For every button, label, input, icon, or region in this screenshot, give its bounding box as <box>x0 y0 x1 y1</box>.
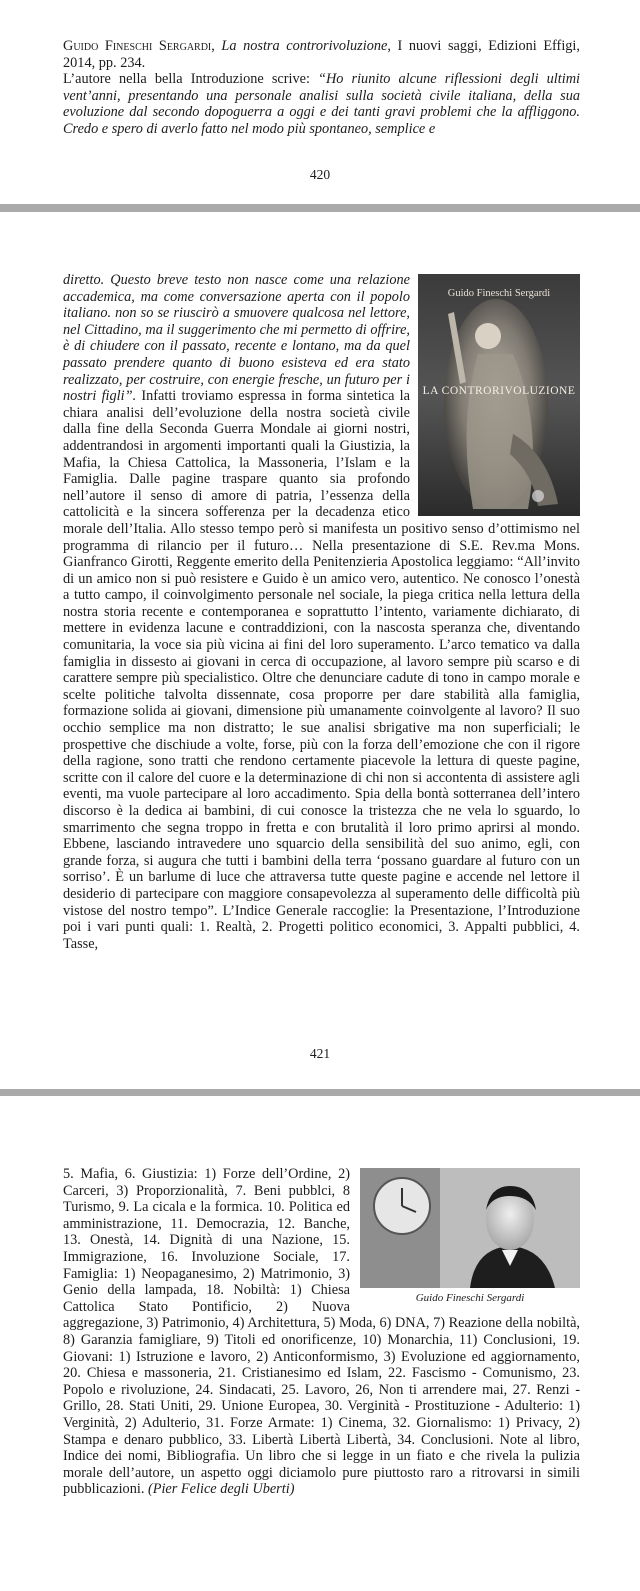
page-divider <box>0 1089 640 1096</box>
page-422 <box>0 1096 640 1591</box>
intro-quote-continued: diretto. Questo breve testo non nasce come una relazione accademica, ma come conversazione aperta con il popolo italiano. non so se riuscirò a smuovere qualcosa nel lettore, nel Cittadino, ma il suggerimento che mi permetto di offrire, è di chiudere con il passato, recente e lontano, ma da quel passato prendere quanto di buono esisteva ed era stato realizzato, per costruire, con energie fresche, un futuro per i nostri figli”. <box>63 272 410 405</box>
index-body <box>63 1166 580 1498</box>
review-header: Guido Fineschi Sergardi, La nostra controrivoluzione, I nuovi saggi, Edizioni Effigi, 2014, pp. 234. L’autore nella bella Introduzione scrive: “Ho riunito alcune riflessioni degli ultimi vent’anni, presentando una personale analisi sulla società civile italiana, della sua evoluzione dal secondo dopoguerra a oggi e dei tanti gravi problemi che la affliggono. Credo e spero di averlo fatto nel modo più spontaneo, semplice e <box>63 38 580 137</box>
page-420 <box>0 0 640 208</box>
intro-quote: “Ho riunito alcune riflessioni degli ultimi vent’anni, presentando una personale analisi sulla società civile italiana, della sua evoluzione dal secondo dopoguerra a oggi e dei tanti gravi problemi che la affliggono. Credo e spero di averlo fatto nel modo più spontaneo, semplice e <box>63 71 580 137</box>
cover-author: Guido Fineschi Sergardi <box>447 288 551 299</box>
review-text: Infatti troviamo espressa in forma sintetica la chiara analisi dell’evoluzione della nostra società civile dalla fine della Seconda Guerra Mondale ai giorni nostri, addentrandosi in argomenti importanti quali la Giustizia, la Mafia, la Chiesa Cattolica, la Massoneria, l’Islam e la Famiglia. Dalle pagine traspare quanto sia profondo nell’autore il senso di amore di patria, l’essenza della cattolicità e la sincera sofferenza per la decadenza etico morale dell’Italia. Allo stesso tempo però si manifesta un positivo senso d’ottimismo nel programma di rilancio per il futuro… Nella presentazione di S.E. Rev.ma Mons. Gianfranco Girotti, Reggente emerito della Penitenzieria Apostolica leggiamo: “All’invito di un amico non si può resistere e Guido è un amico vero, autentico. Ne conosco l’onestà a tutto campo, il coinvolgimento personale nel sociale, la piega critica nella lettura della nostra storia recente e contemporanea e soprattutto l’intento, variamente dichiarato, di mettere in evidenza lacune e contraddizioni, con la nascosta speranza che, diventando comunitaria, la voce sia più vicina ai fini del loro superamento. L’arco tematico va dalla famiglia in dissesto ai giovani in cerca di occupazione, al lavoro sempre più scarso e di carattere sempre più specialistico. Oltre che denunciare cadute di tono in campo morale e scelte politiche talvolta dissennate, cosa proporre per dare stabilità alla famiglia, formazione solida ai giovani, dimensione più umanamente coinvolgente al lavoro? Il suo occhio semplice ma non distratto; le sue analisi sbrigative ma non superficiali; le prospettive che dischiude a volte, forse, più con la forza dell’emozione che con il rigore della ragione, sono tratti che rendono certamente piacevole la lettura di queste pagine, scritte con il calore del cuore e la determinazione di chi non si accontenta di assistere agli eventi, ma vuole partecipare al loro accadimento. Spia della bontà sotterranea dell’intero discorso è la dedica ai bambini, di cui conosce la tristezza che ne vela lo sguardo, lo smarrimento che segna troppo in fretta e con brutalità il loro primo aprirsi al mondo. Ebbene, lasciando intravedere uno squarcio della sensibilità del suo animo, egli, con grande forza, si augura che tutti i bambini della terra ‘possano guardare al futuro con un sorriso’. È un barlume di luce che attraversa tutte queste pagine e accende nel lettore il desiderio di partecipare con maggiore consapevolezza al superamento delle difficoltà più vistose del nostro tempo”. L’Indice Generale raccoglie: la Presentazione, l’Introduzione poi i vari punti quali: 1. Realtà, 2. Progetti politico economici, 3. Appalti pubblici, 4. Tasse, <box>63 388 580 952</box>
photo-caption: Guido Fineschi Sergardi <box>415 1292 525 1304</box>
book-author: Guido Fineschi Sergardi <box>63 38 212 54</box>
page-divider <box>0 204 640 212</box>
author-portrait <box>360 1168 580 1288</box>
page-number: 420 <box>309 167 331 182</box>
intro-lead: L’autore nella bella Introduzione scrive: <box>63 71 319 88</box>
review-signature: (Pier Felice degli Uberti) <box>147 1481 295 1498</box>
publisher-info: , I nuovi saggi, Edizioni Effigi, 2014, pp. 234. <box>63 38 580 71</box>
cover-title: LA CONTRORIVOLUZIONE <box>422 385 576 397</box>
page-421 <box>0 214 640 1087</box>
review-body <box>63 272 580 952</box>
book-title: La nostra controrivoluzione <box>221 38 388 54</box>
author-photo-block <box>360 1168 580 1307</box>
author-photo <box>360 1168 580 1288</box>
book-cover-image <box>418 274 580 516</box>
index-text: 5. Mafia, 6. Giustizia: 1) Forze dell’Ordine, 2) Carceri, 3) Proporzionalità, 7. Beni pubblci, 8 Turismo, 9. La cicala e la formica. 10. Politica ed amministrazione, 11. Democrazia, 12. Banche, 13. Onestà, 14. Dignità di una Nazione, 15. Immigrazione, 16. Involuzione Sociale, 17. Famiglia: 1) Neopaganesimo, 2) Matrimonio, 3) Genio della lampada, 18. Nobiltà: 1) Chiesa Cattolica Stato Pontificio, 2) Nuova aggregazione, 3) Patrimonio, 4) Architettura, 5) Moda, 6) DNA, 7) Reazione della nobiltà, 8) Garanzia famigliare, 9) Titoli ed onorificenze, 10) Monarchia, 11) Conclusioni, 19. Giovani: 1) Istruzione e lavoro, 2) Anticonformismo, 3) Evoluzione ed aggiornamento, 20. Chiesa e massoneria, 21. Cristianesimo ed Islam, 22. Fascismo - Comunismo, 23. Popolo e rivoluzione, 24. Sindacati, 25. Lavoro, 26, Non ti arrendere mai, 27. Renzi - Grillo, 28. Stati Uniti, 29. Unione Europea, 30. Verginità - Prostituzione - Adulterio: 1) Verginità, 2) Adulterio, 31. Forze Armate: 1) Cinema, 32. Giornalismo: 1) Privacy, 2) Stampa e denaro pubblico, 33. Libertà Libertà Libertà, 34. Conclusioni. Note al libro, Indice dei nomi, Bibliografia. Un libro che si legge in un fiato e che rivela la pulizia morale dell’autore, un aspetto oggi diciamolo pure piuttosto raro a ritrovarsi in simili pubblicazioni. <box>63 1166 580 1498</box>
page-number: 421 <box>309 1046 331 1061</box>
